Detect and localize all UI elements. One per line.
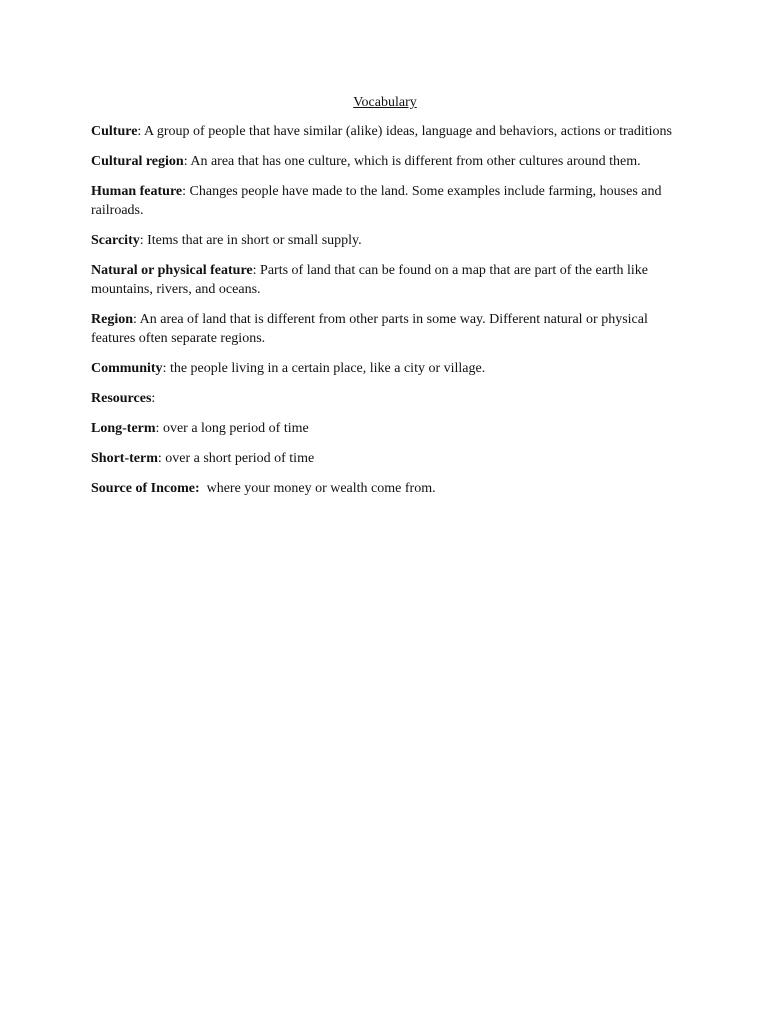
vocab-term: Community: [91, 361, 163, 376]
vocab-definition: An area that has one culture, which is different from other cultures around them.: [190, 154, 641, 169]
vocab-definition: Changes people have made to the land. Some examples include farming, houses and railroads.: [91, 184, 662, 218]
vocab-term: Scarcity: [91, 233, 140, 248]
vocab-separator: :: [183, 154, 191, 169]
document-title: Vocabulary: [353, 95, 417, 110]
vocab-entry-source-of-income: [91, 479, 681, 498]
vocab-separator: :: [133, 312, 140, 327]
vocab-entry-short-term: [91, 449, 681, 468]
vocab-separator: :: [182, 184, 190, 199]
vocab-separator: :: [162, 361, 170, 376]
vocab-term: Resources: [91, 391, 152, 406]
vocab-term: Natural or physical feature: [91, 263, 253, 278]
vocab-term: Short-term: [91, 451, 158, 466]
vocab-entry-human-feature: [91, 182, 681, 220]
vocab-separator: :: [151, 391, 156, 406]
vocab-definition: Parts of land that can be found on a map that are part of the earth like mountains, rivers, and oceans.: [91, 263, 648, 297]
vocab-definition: over a short period of time: [165, 451, 315, 466]
vocab-entry-cultural-region: [91, 152, 681, 171]
vocab-entry-resources: [91, 389, 681, 408]
vocab-entry-community: [91, 359, 681, 378]
vocab-entry-culture: [91, 122, 681, 141]
vocab-separator: :: [157, 451, 166, 466]
vocab-separator: :: [139, 233, 148, 248]
vocab-definition: where your money or wealth come from.: [206, 481, 436, 496]
vocab-term: Culture: [91, 124, 138, 139]
vocab-term: Human feature: [91, 184, 183, 199]
vocab-term: Cultural region: [91, 154, 184, 169]
vocabulary-list: [91, 122, 681, 509]
vocab-definition: A group of people that have similar (alike) ideas, language and behaviors, actions or traditions: [144, 124, 672, 139]
vocab-entry-natural-feature: [91, 261, 681, 299]
vocab-entry-long-term: [91, 419, 681, 438]
vocab-separator: :: [252, 263, 261, 278]
vocab-definition: Items that are in short or small supply.: [147, 233, 362, 248]
vocab-separator: [200, 481, 207, 496]
vocab-definition: An area of land that is different from other parts in some way. Different natural or physical features often separate regions.: [91, 312, 648, 346]
vocab-definition: over a long period of time: [162, 421, 309, 436]
vocab-definition: the people living in a certain place, like a city or village.: [169, 361, 486, 376]
vocab-separator: :: [137, 124, 145, 139]
vocab-term: Region: [91, 312, 133, 327]
vocab-term: Long-term: [91, 421, 156, 436]
vocab-term: Source of Income:: [91, 481, 200, 496]
vocab-entry-region: [91, 310, 681, 348]
vocab-entry-scarcity: [91, 231, 681, 250]
vocab-separator: :: [155, 421, 163, 436]
